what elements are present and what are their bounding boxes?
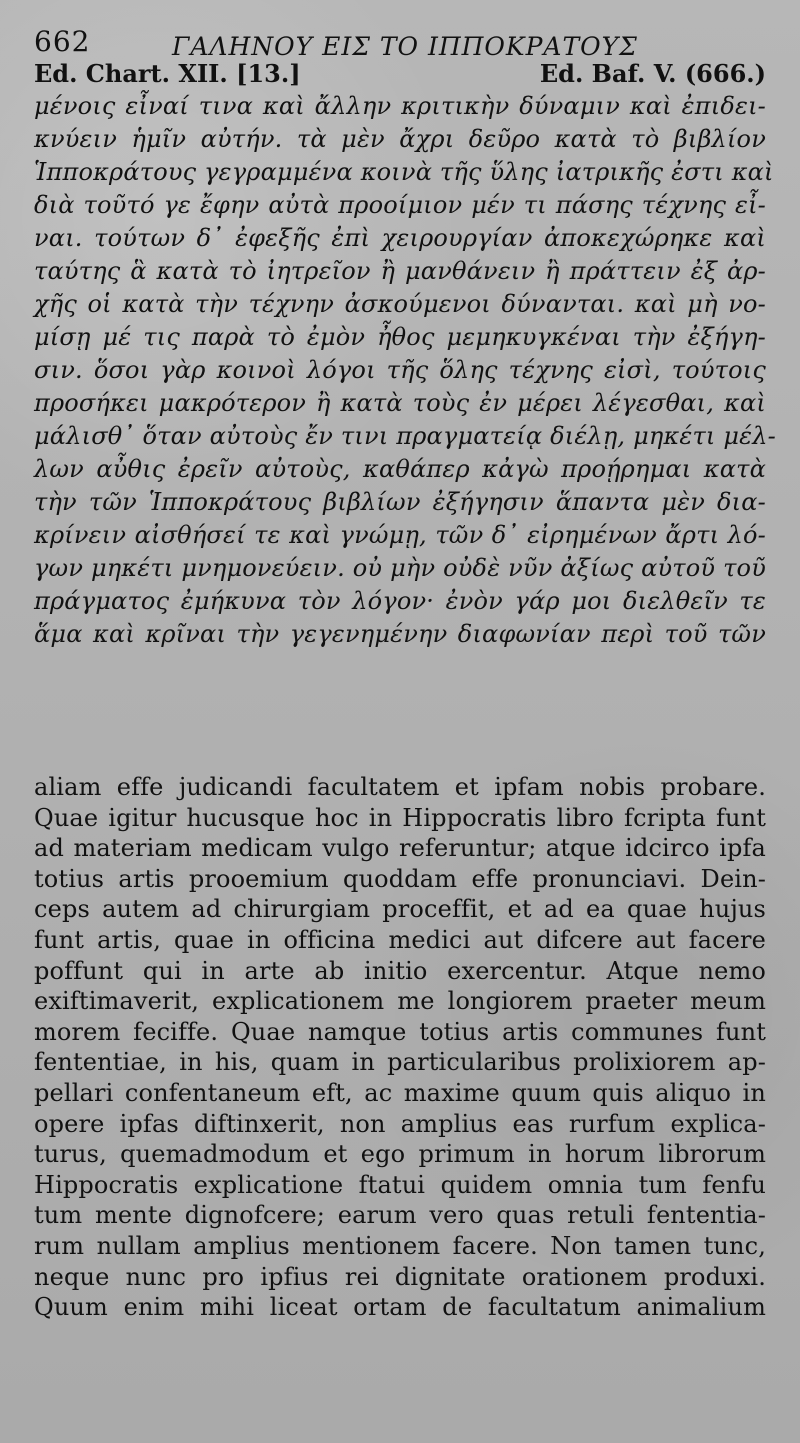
edition-chart-reference: Ed. Chart. XII. [13.] (34, 59, 301, 88)
greek-text-line: κνύειν ἡμῖν αὐτήν. τὰ μὲν ἄχρι δεῦρο κατὰ τὸ βιβλίον (34, 125, 766, 153)
greek-text-line: πράγματος ἐμήκυνα τὸν λόγον· ἐνὸν γάρ μοι διελθεῖν τε (34, 587, 766, 615)
greek-text-line: ἅμα καὶ κρῖναι τὴν γεγενημένην διαφωνίαν περὶ τοῦ τῶν (34, 620, 766, 648)
greek-text-line: μίσῃ μέ τις παρὰ τὸ ἐμὸν ἦθος μεμηκυγκέναι τὴν ἐξήγη- (34, 323, 766, 351)
page-number: 662 (34, 25, 91, 58)
latin-text-line: Quum enim mihi liceat ortam de facultatum animalium (34, 1293, 766, 1322)
greek-text-line: γων μηκέτι μνημονεύειν. οὐ μὴν οὐδὲ νῦν ἀξίως αὐτοῦ τοῦ (34, 554, 766, 582)
latin-text-line: neque nunc pro ipfius rei dignitate orationem produxi. (34, 1262, 766, 1291)
latin-text-line: tum mente dignofcere; earum vero quas retuli fententia- (34, 1201, 766, 1230)
greek-text-line: σιν. ὅσοι γὰρ κοινοὶ λόγοι τῆς ὅλης τέχνης εἰσὶ, τούτοις (34, 356, 766, 384)
latin-text-line: opere ipfas diftinxerit, non amplius eas rurfum explica- (34, 1109, 766, 1138)
latin-text-line: exiftimaverit, explicationem me longiorem praeter meum (34, 987, 766, 1016)
latin-text-line: totius artis prooemium quoddam effe pronunciavi. Dein- (34, 864, 766, 893)
greek-text-line: διὰ τοῦτό γε ἔφην αὐτὰ προοίμιον μέν τι πάσης τέχνης εἶ- (34, 191, 766, 219)
latin-text-line: aliam effe judicandi facultatem et ipfam nobis probare. (34, 773, 766, 801)
latin-text-line: fententiae, in his, quam in particularibus prolixiorem ap- (34, 1048, 766, 1077)
edition-references (34, 59, 766, 90)
greek-text-line: Ἱπποκράτους γεγραμμένα κοινὰ τῆς ὕλης ἰατρικῆς ἐστι καὶ (34, 158, 774, 186)
greek-text-line: προσήκει μακρότερον ἢ κατὰ τοὺς ἐν μέρει λέγεσθαι, καὶ (34, 389, 766, 417)
latin-text-line: morem feciffe. Quae namque totius artis communes funt (34, 1017, 766, 1046)
greek-text-line: μένοις εἶναί τινα καὶ ἄλλην κριτικὴν δύναμιν καὶ ἐπιδει- (34, 92, 766, 120)
latin-text-line: poffunt qui in arte ab initio exercentur. Atque nemo (34, 956, 766, 985)
greek-text-block (34, 90, 776, 651)
latin-text-line: turus, quemadmodum et ego primum in horum librorum (34, 1140, 766, 1169)
latin-text-line: ad materiam medicam vulgo referuntur; atque idcirco ipfa (34, 834, 766, 863)
latin-text-line: Quae igitur hucusque hoc in Hippocratis libro fcripta funt (34, 803, 766, 832)
running-title: ΓΑΛΗΝΟΥ ΕΙΣ ΤΟ ΙΠΠΟΚΡΑΤΟΥΣ (172, 32, 638, 61)
latin-text-line: funt artis, quae in officina medici aut difcere aut facere (34, 925, 766, 954)
greek-text-line: κρίνειν αἰσθήσεί τε καὶ γνώμῃ, τῶν δ᾽ εἰρημένων ἄρτι λό- (34, 521, 766, 549)
greek-text-line: μάλισθ᾽ ὅταν αὐτοὺς ἔν τινι πραγματείᾳ διέλῃ, μηκέτι μέλ- (34, 422, 776, 450)
edition-basel-reference: Ed. Baf. V. (666.) (539, 59, 766, 88)
greek-text-line: χῆς οἱ κατὰ τὴν τέχνην ἀσκούμενοι δύνανται. καὶ μὴ νο- (34, 290, 766, 318)
latin-text-block (34, 772, 766, 1323)
latin-text-line: pellari confentaneum eft, ac maxime quum quis aliquo in (34, 1078, 766, 1107)
latin-text-line: rum nullam amplius mentionem facere. Non tamen tunc, (34, 1231, 766, 1260)
greek-text-line: ναι. τούτων δ᾽ ἐφεξῆς ἐπὶ χειρουργίαν ἀποκεχώρηκε καὶ (34, 224, 766, 252)
latin-text-line: Hippocratis explicatione ftatui quidem omnia tum fenfu (34, 1170, 766, 1199)
greek-text-line: τὴν τῶν Ἱπποκράτους βιβλίων ἐξήγησιν ἅπαντα μὲν δια- (34, 488, 766, 516)
greek-text-line: λων αὖθις ἐρεῖν αὐτοὺς, καθάπερ κἀγὼ προῄρημαι κατὰ (34, 455, 766, 483)
latin-text-line: ceps autem ad chirurgiam proceffit, et ad ea quae hujus (34, 895, 766, 924)
greek-text-line: ταύτης ἃ κατὰ τὸ ἰητρεῖον ἢ μανθάνειν ἢ πράττειν ἐξ ἀρ- (34, 257, 766, 285)
page-header (34, 18, 766, 62)
